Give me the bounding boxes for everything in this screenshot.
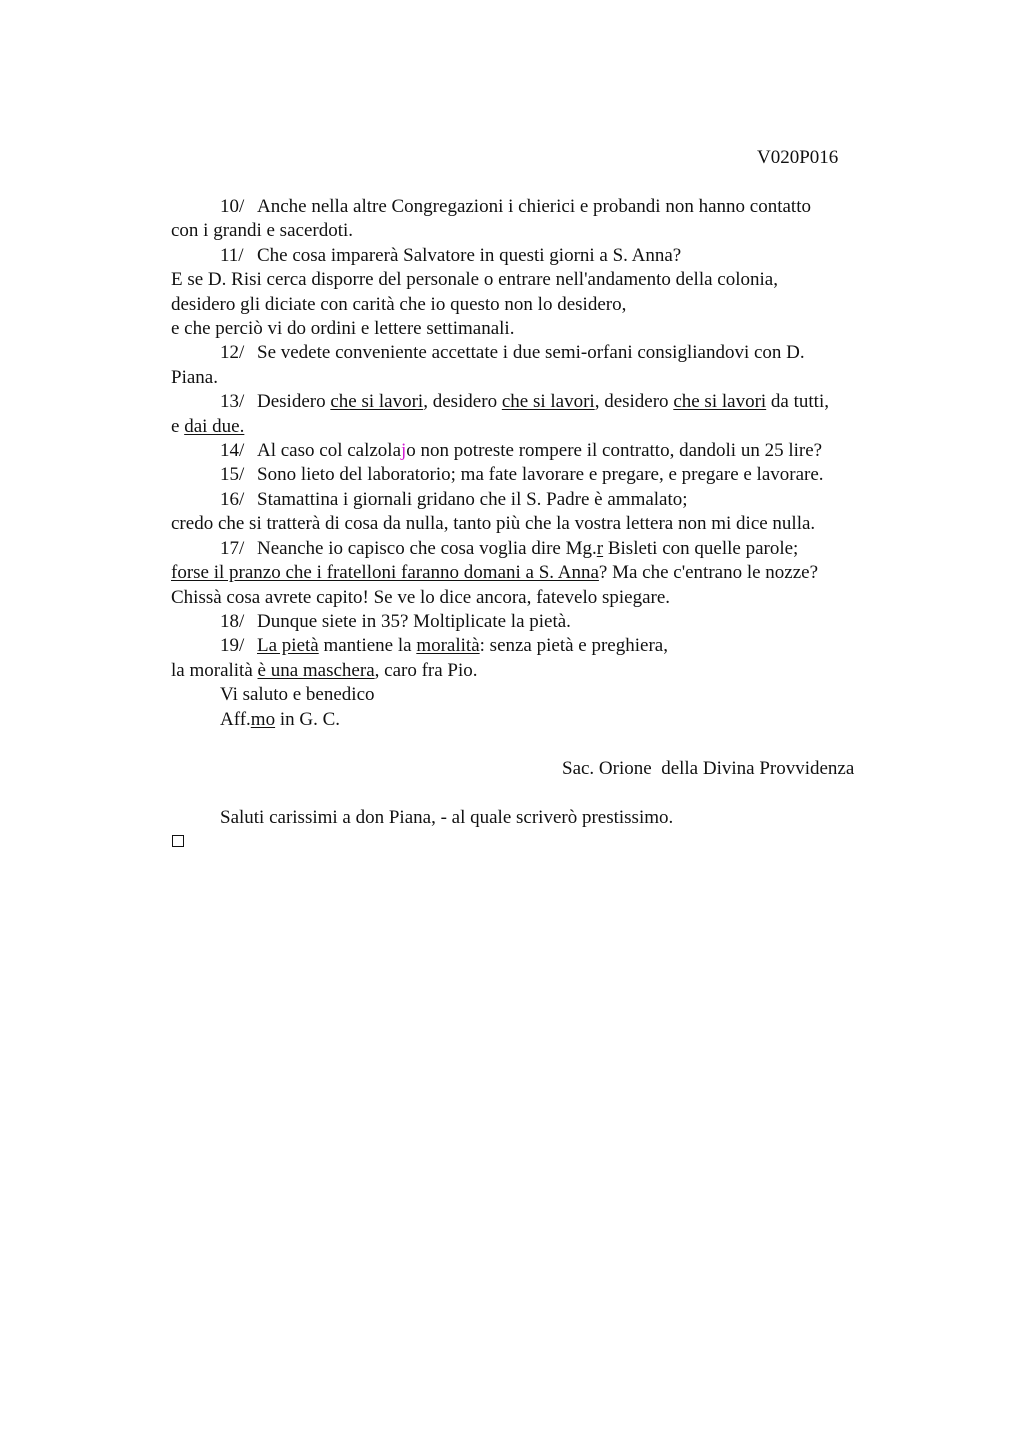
item-text: Stamattina i giornali gridano che il S. Padre è ammalato; [257, 488, 688, 510]
underlined-text: forse il pranzo che i fratelloni faranno domani a S. Anna [171, 562, 599, 584]
underlined-text: moralità [416, 635, 480, 657]
item-text: Al caso col calzola [257, 440, 402, 462]
item-11-line-4: e che perciò vi do ordini e lettere settimanali. [171, 318, 515, 340]
item-text: da tutti, [766, 391, 829, 413]
empty-square-icon [172, 835, 184, 847]
underlined-text: che si lavori [673, 391, 767, 413]
item-10-line-2: con i grandi e sacerdoti. [171, 220, 354, 242]
signature: Sac. Orione della Divina Provvidenza [562, 758, 855, 779]
item-16-line-2: credo che si tratterà di cosa da nulla, tanto più che la vostra lettera non mi dice nulla. [171, 513, 816, 535]
item-11-line-2: E se D. Risi cerca disporre del personale o entrare nell'andamento della colonia, [171, 269, 778, 291]
letter-body [171, 195, 891, 732]
item-11-line-1 [171, 244, 891, 268]
item-13-line-2 [171, 415, 891, 439]
item-text: o non potreste rompere il contratto, dandoli un 25 lire? [406, 440, 823, 462]
postscript: Saluti carissimi a don Piana, - al quale scriverò prestissimo. [220, 807, 674, 828]
item-15-line-1 [171, 463, 891, 487]
item-text: la moralità [171, 659, 258, 681]
item-12-line-1 [171, 341, 891, 365]
underlined-text: r [596, 537, 604, 559]
underlined-text: è una maschera [257, 659, 375, 681]
item-12-line-2: Piana. [171, 366, 218, 388]
item-17-line-2 [171, 561, 891, 585]
item-text: Se vedete conveniente accettate i due semi-orfani consigliandovi con D. [257, 342, 805, 364]
highlighted-letter: j [401, 440, 407, 462]
closing-affectionate [171, 708, 891, 732]
closing-text: Aff. [220, 708, 251, 730]
item-text: Dunque siete in 35? Moltiplicate la pietà. [257, 610, 571, 632]
item-text: Desidero [257, 391, 331, 413]
item-19-line-1 [171, 634, 891, 658]
item-text: Anche nella altre Congregazioni i chierici e probandi non hanno contatto [257, 196, 811, 217]
item-text: ? Ma che c'entrano le nozze? [598, 562, 819, 584]
underlined-text: mo [250, 708, 276, 730]
item-text: , caro fra Pio. [374, 659, 478, 681]
item-10-line-1 [171, 195, 891, 219]
item-text: Neanche io capisco che cosa voglia dire Mg. [257, 537, 597, 559]
underlined-text: dai due. [184, 415, 245, 437]
item-number: 12/ [220, 342, 245, 364]
item-text: mantiene la [318, 635, 417, 657]
item-text: Bisleti con quelle parole; [603, 537, 799, 559]
closing-greeting: Vi saluto e benedico [220, 684, 375, 706]
item-number: 16/ [220, 488, 245, 510]
item-17-line-1 [171, 537, 891, 561]
closing-text: in G. C. [275, 708, 341, 730]
item-text: , desidero [423, 391, 502, 413]
item-number: 10/ [220, 196, 245, 217]
item-text: Che cosa imparerà Salvatore in questi giorni a S. Anna? [257, 244, 682, 266]
underlined-text: La pietà [257, 635, 319, 657]
item-14-line-1 [171, 439, 891, 463]
item-number: 18/ [220, 610, 245, 632]
item-number: 19/ [220, 635, 245, 657]
underlined-text: che si lavori [501, 391, 595, 413]
item-19-line-2 [171, 659, 891, 683]
item-text: , desidero [594, 391, 674, 413]
item-13-line-1 [171, 390, 891, 414]
item-number: 13/ [220, 391, 245, 413]
item-text: : senza pietà e preghiera, [479, 635, 668, 657]
item-text: e [171, 415, 185, 437]
item-number: 15/ [220, 464, 245, 486]
document-reference: V020P016 [757, 147, 839, 168]
item-number: 11/ [220, 244, 244, 266]
item-number: 14/ [220, 440, 245, 462]
item-18-line-1 [171, 610, 891, 634]
item-11-line-3: desidero gli diciate con carità che io questo non lo desidero, [171, 293, 627, 315]
item-text: Sono lieto del laboratorio; ma fate lavorare e pregare, e pregare e lavorare. [257, 464, 824, 486]
underlined-text: che si lavori [330, 391, 424, 413]
item-16-line-1 [171, 488, 891, 512]
item-number: 17/ [220, 537, 245, 559]
item-17-line-3: Chissà cosa avrete capito! Se ve lo dice ancora, fatevelo spiegare. [171, 586, 671, 608]
